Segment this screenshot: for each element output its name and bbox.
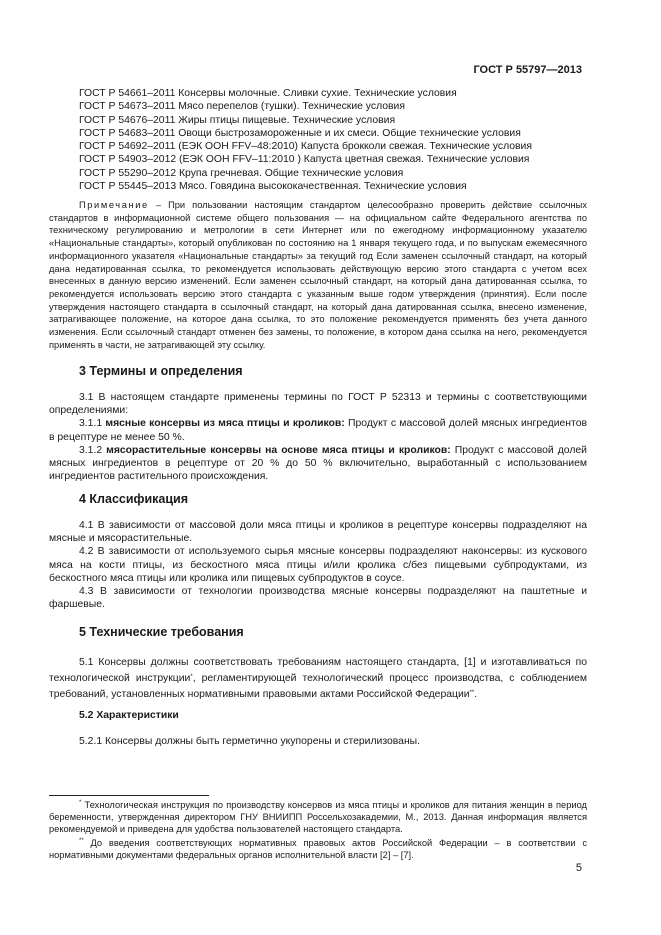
term: мясные консервы из мяса птицы и кроликов: xyxy=(105,418,345,430)
clause-number: 3.1.1 xyxy=(79,418,106,430)
normative-references-list xyxy=(79,87,589,193)
note-label: Примечание xyxy=(79,200,149,210)
subsection-5-2-body xyxy=(49,735,587,748)
paragraph-4-2: 4.2 В зависимости от используемого сырья мясные консервы подразделяют наконсервы: из кускового мяса на кости птицы, из бескостного мяса птицы и/или кролика с/без пищевыми субпродуктами, из бескостного мяса птицы или кролика или пищевых субпродуктов в соусе. xyxy=(49,546,587,584)
reference-item: ГОСТ Р 54676–2011 Жиры птицы пищевые. Технические условия xyxy=(79,114,396,126)
paragraph-5-2-1: 5.2.1 Консервы должны быть герметично укупорены и стерилизованы. xyxy=(79,736,421,747)
footnote-separator xyxy=(49,795,209,796)
section-5-body xyxy=(49,655,587,703)
paragraph-3-1-1 xyxy=(49,417,587,443)
paragraph-5-1-part: . xyxy=(474,689,478,700)
page-number: 5 xyxy=(575,862,582,874)
reference-item: ГОСТ Р 55290–2012 Крупа гречневая. Общие технические условия xyxy=(79,167,404,179)
section-4-body xyxy=(49,519,587,611)
definition: Продукт с массовой долей мясных ингредиентов в рецептуре от 20 % до 50 % включительно, выработанный с использованием ингредиентов растительного происхождения. xyxy=(49,444,587,483)
paragraph-5-1 xyxy=(49,655,587,703)
footnote-text: До введения соответствующих нормативных правовых актов Российской Федерации – в соответствии с нормативными документами федеральных органов исполнительной власти [2] – [7]. xyxy=(49,838,587,861)
term: мясорастительные консервы на основе мяса птицы и кроликов: xyxy=(106,444,451,456)
reference-item: ГОСТ Р 54683–2011 Овощи быстрозамороженные и их смеси. Общие технические условия xyxy=(79,127,521,139)
footnote-1 xyxy=(49,799,587,836)
paragraph-3-1-2 xyxy=(49,444,587,484)
section-4-heading: 4 Классификация xyxy=(79,492,189,506)
paragraph-4-1: 4.1 В зависимости от массовой доли мяса птицы и кроликов в рецептуре консервы подразделяют на мясные и мясорастительные. xyxy=(49,520,587,545)
references-note xyxy=(49,199,587,351)
section-3-body xyxy=(49,391,587,483)
clause-number: 3.1.2 xyxy=(79,444,107,456)
paragraph-3-1: 3.1 В настоящем стандарте применены термины по ГОСТ Р 52313 и термины с соответствующими определениями: xyxy=(49,392,587,417)
paragraph-4-3: 4.3 В зависимости от технологии производства мясные консервы подразделяют на паштетные и фаршевые. xyxy=(49,586,587,611)
subsection-5-2-heading: 5.2 Характеристики xyxy=(79,710,179,721)
note-text: – При пользовании настоящим стандартом целесообразно проверить действие ссылочных стандартов в информационной системе общего пользования — на официальном сайте Федерального агентства по техническому регулированию и метрологии в сети Интернет или по ежегодному информационному указателю «Национальные стандарты», который опубликован по состоянию на 1 января текущего года, и по выпускам ежемесячного информационного указателя «Национальные стандарты» за текущий год Если заменен ссылочный стандарт, на который дана недатированная ссылка, то рекомендуется использовать действующую версию этого стандарта с учетом всех внесенных в данную версию изменений. Если заменен ссылочный стандарт, на который дана датированная ссылка, то рекомендуется использовать версию этого стандарта с указанным выше годом утверждения (принятия). Если после утверждения настоящего стандарта в ссылочный стандарт, на который дана датированная ссылка, внесено изменение, затрагивающее положение, на которое дана ссылка, то это положение рекомендуется применять без учета данного изменения. Если ссылочный стандарт отменен без замены, то положение, в котором дана ссылка на него, рекомендуется применять в части, не затрагивающей эту ссылку. xyxy=(49,200,587,350)
footnote-2 xyxy=(49,837,587,861)
footnote-ref: * xyxy=(190,674,193,680)
footnote-mark: * xyxy=(79,800,82,806)
definition: Продукт с массовой долей мясных ингредиентов в рецептуре не менее 50 %. xyxy=(49,418,587,443)
document-header: ГОСТ Р 55797—2013 xyxy=(473,64,582,76)
reference-item: ГОСТ Р 54692–2011 (ЕЭК ООН FFV–48:2010) Капуста брокколи свежая. Технические условия xyxy=(79,141,532,153)
footnote-ref: ** xyxy=(469,690,475,696)
reference-item: ГОСТ Р 54661–2011 Консервы молочные. Сливки сухие. Технические условия xyxy=(79,88,457,99)
paragraph-5-1-part: , регламентирующей технологический процесс производства, с соблюдением требований, установленных нормативными правовыми актами Российской Федерации xyxy=(49,673,587,700)
paragraph-5-1-part: 5.1 Консервы должны соответствовать требованиям настоящего стандарта, [1] и изготавливаться по технологической инструкции xyxy=(49,657,587,684)
section-3-heading: 3 Термины и определения xyxy=(79,364,243,378)
section-5-heading: 5 Технические требования xyxy=(79,625,244,639)
footnote-mark: ** xyxy=(79,838,84,844)
reference-item: ГОСТ Р 55445–2013 Мясо. Говядина высококачественная. Технические условия xyxy=(79,181,467,193)
reference-item: ГОСТ Р 54673–2011 Мясо перепелов (тушки). Технические условия xyxy=(79,101,405,113)
footnote-text: Технологическая инструкция по производству консервов из мяса птицы и кроликов для питания женщин в период беременности, утвержденная директором ГНУ ВНИИПП Россельхозакадемии, М., 2013. Данная информация является рекомендуемой и приведена для удобства пользователей настоящего стандарта. xyxy=(49,800,587,835)
reference-item: ГОСТ Р 54903–2012 (ЕЭК ООН FFV–11:2010 ) Капуста цветная свежая. Технические условия xyxy=(79,154,530,166)
